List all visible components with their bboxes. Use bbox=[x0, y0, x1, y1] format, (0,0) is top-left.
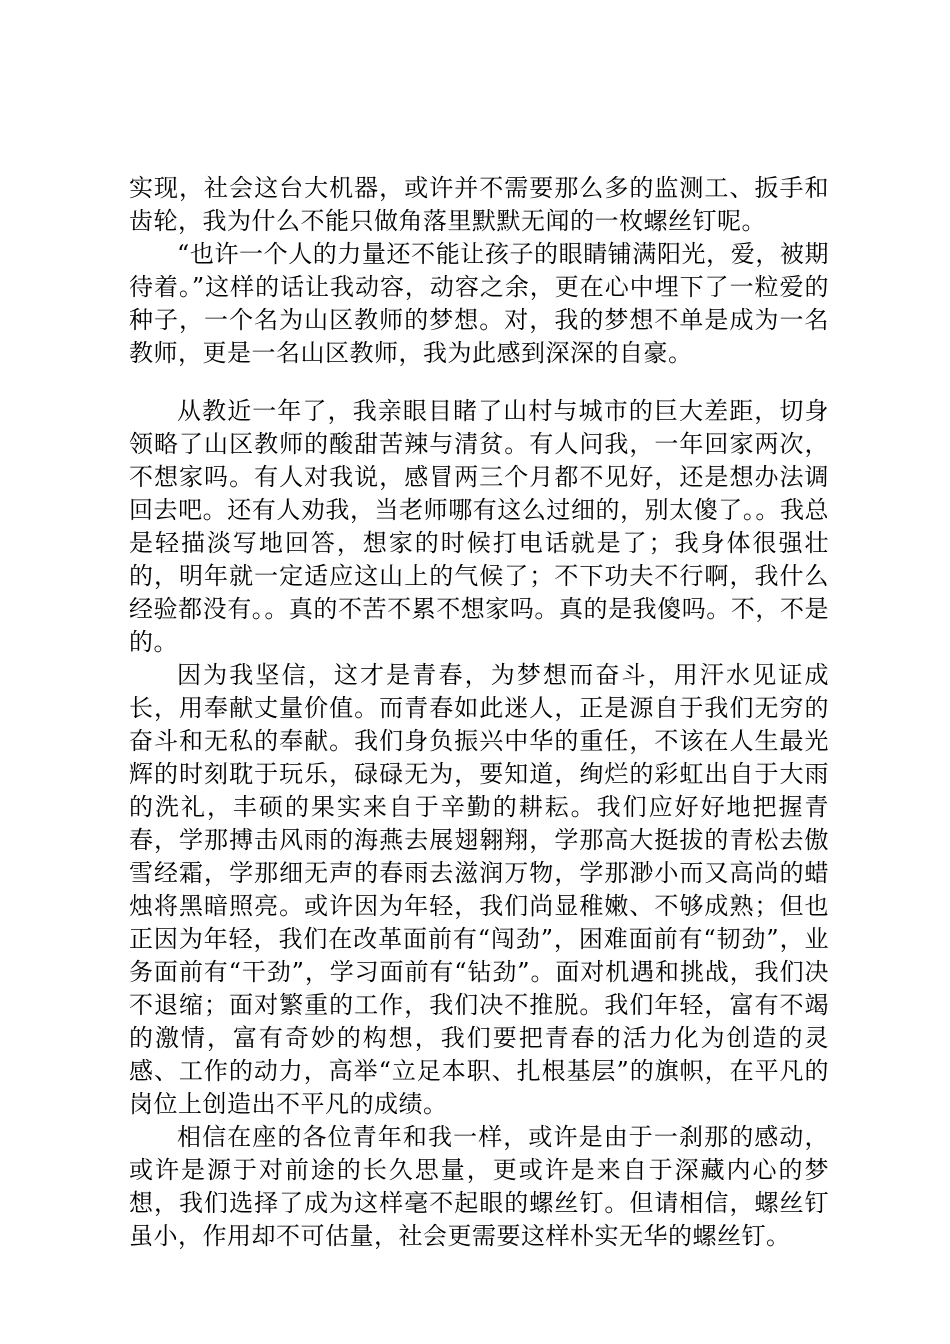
paragraph-4: 因为我坚信，这才是青春，为梦想而奋斗，用汗水见证成长，用奉献丈量价值。而青春如此迷人，正是源自于我们无穷的奋斗和无私的奉献。我们身负振兴中华的重任，不该在人生最光辉的时刻耽于玩乐，碌碌无为，要知道，绚烂的彩虹出自于大雨的洗礼，丰硕的果实来自于辛勤的耕耘。我们应好好地把握青春，学那搏击风雨的海燕去展翅翱翔，学那高大挺拔的青松去傲雪经霜，学那细无声的春雨去滋润万物，学那渺小而又高尚的蜡烛将黑暗照亮。或许因为年轻，我们尚显稚嫩、不够成熟；但也正因为年轻，我们在改革面前有“闯劲”，困难面前有“韧劲”，业务面前有“干劲”，学习面前有“钻劲”。面对机遇和挑战，我们决不退缩；面对繁重的工作，我们决不推脱。我们年轻，富有不竭的激情，富有奇妙的构想，我们要把青春的活力化为创造的灵感、工作的动力，高举“立足本职、扎根基层”的旗帜，在平凡的岗位上创造出不平凡的成绩。 bbox=[129, 661, 829, 1118]
paragraph-1: 实现，社会这台大机器，或许并不需要那么多的监测工、扳手和齿轮，我为什么不能只做角落里默默无闻的一枚螺丝钉呢。 bbox=[129, 174, 829, 235]
paragraph-2: “也许一个人的力量还不能让孩子的眼睛铺满阳光，爱，被期待着。”这样的话让我动容，动容之余，更在心中埋下了一粒爱的种子，一个名为山区教师的梦想。对，我的梦想不单是成为一名教师，更是一名山区教师，我为此感到深深的自豪。 bbox=[129, 240, 829, 367]
paragraph-5: 相信在座的各位青年和我一样，或许是由于一刹那的感动，或许是源于对前途的长久思量，更或许是来自于深藏内心的梦想，我们选择了成为这样毫不起眼的螺丝钉。但请相信，螺丝钉虽小，作用却不可估量，社会更需要这样朴实无华的螺丝钉。 bbox=[129, 1123, 829, 1250]
document-body bbox=[129, 172, 829, 1253]
paragraph-3: 从教近一年了，我亲眼目睹了山村与城市的巨大差距，切身领略了山区教师的酸甜苦辣与清贫。有人问我，一年回家两次，不想家吗。有人对我说，感冒两三个月都不见好，还是想办法调回去吧。还有人劝我，当老师哪有这么过细的，别太傻了。。我总是轻描淡写地回答，想家的时候打电话就是了；我身体很强壮的，明年就一定适应这山上的气候了；不下功夫不行啊，我什么经验都没有。。真的不苦不累不想家吗。真的是我傻吗。不，不是的。 bbox=[129, 397, 829, 656]
